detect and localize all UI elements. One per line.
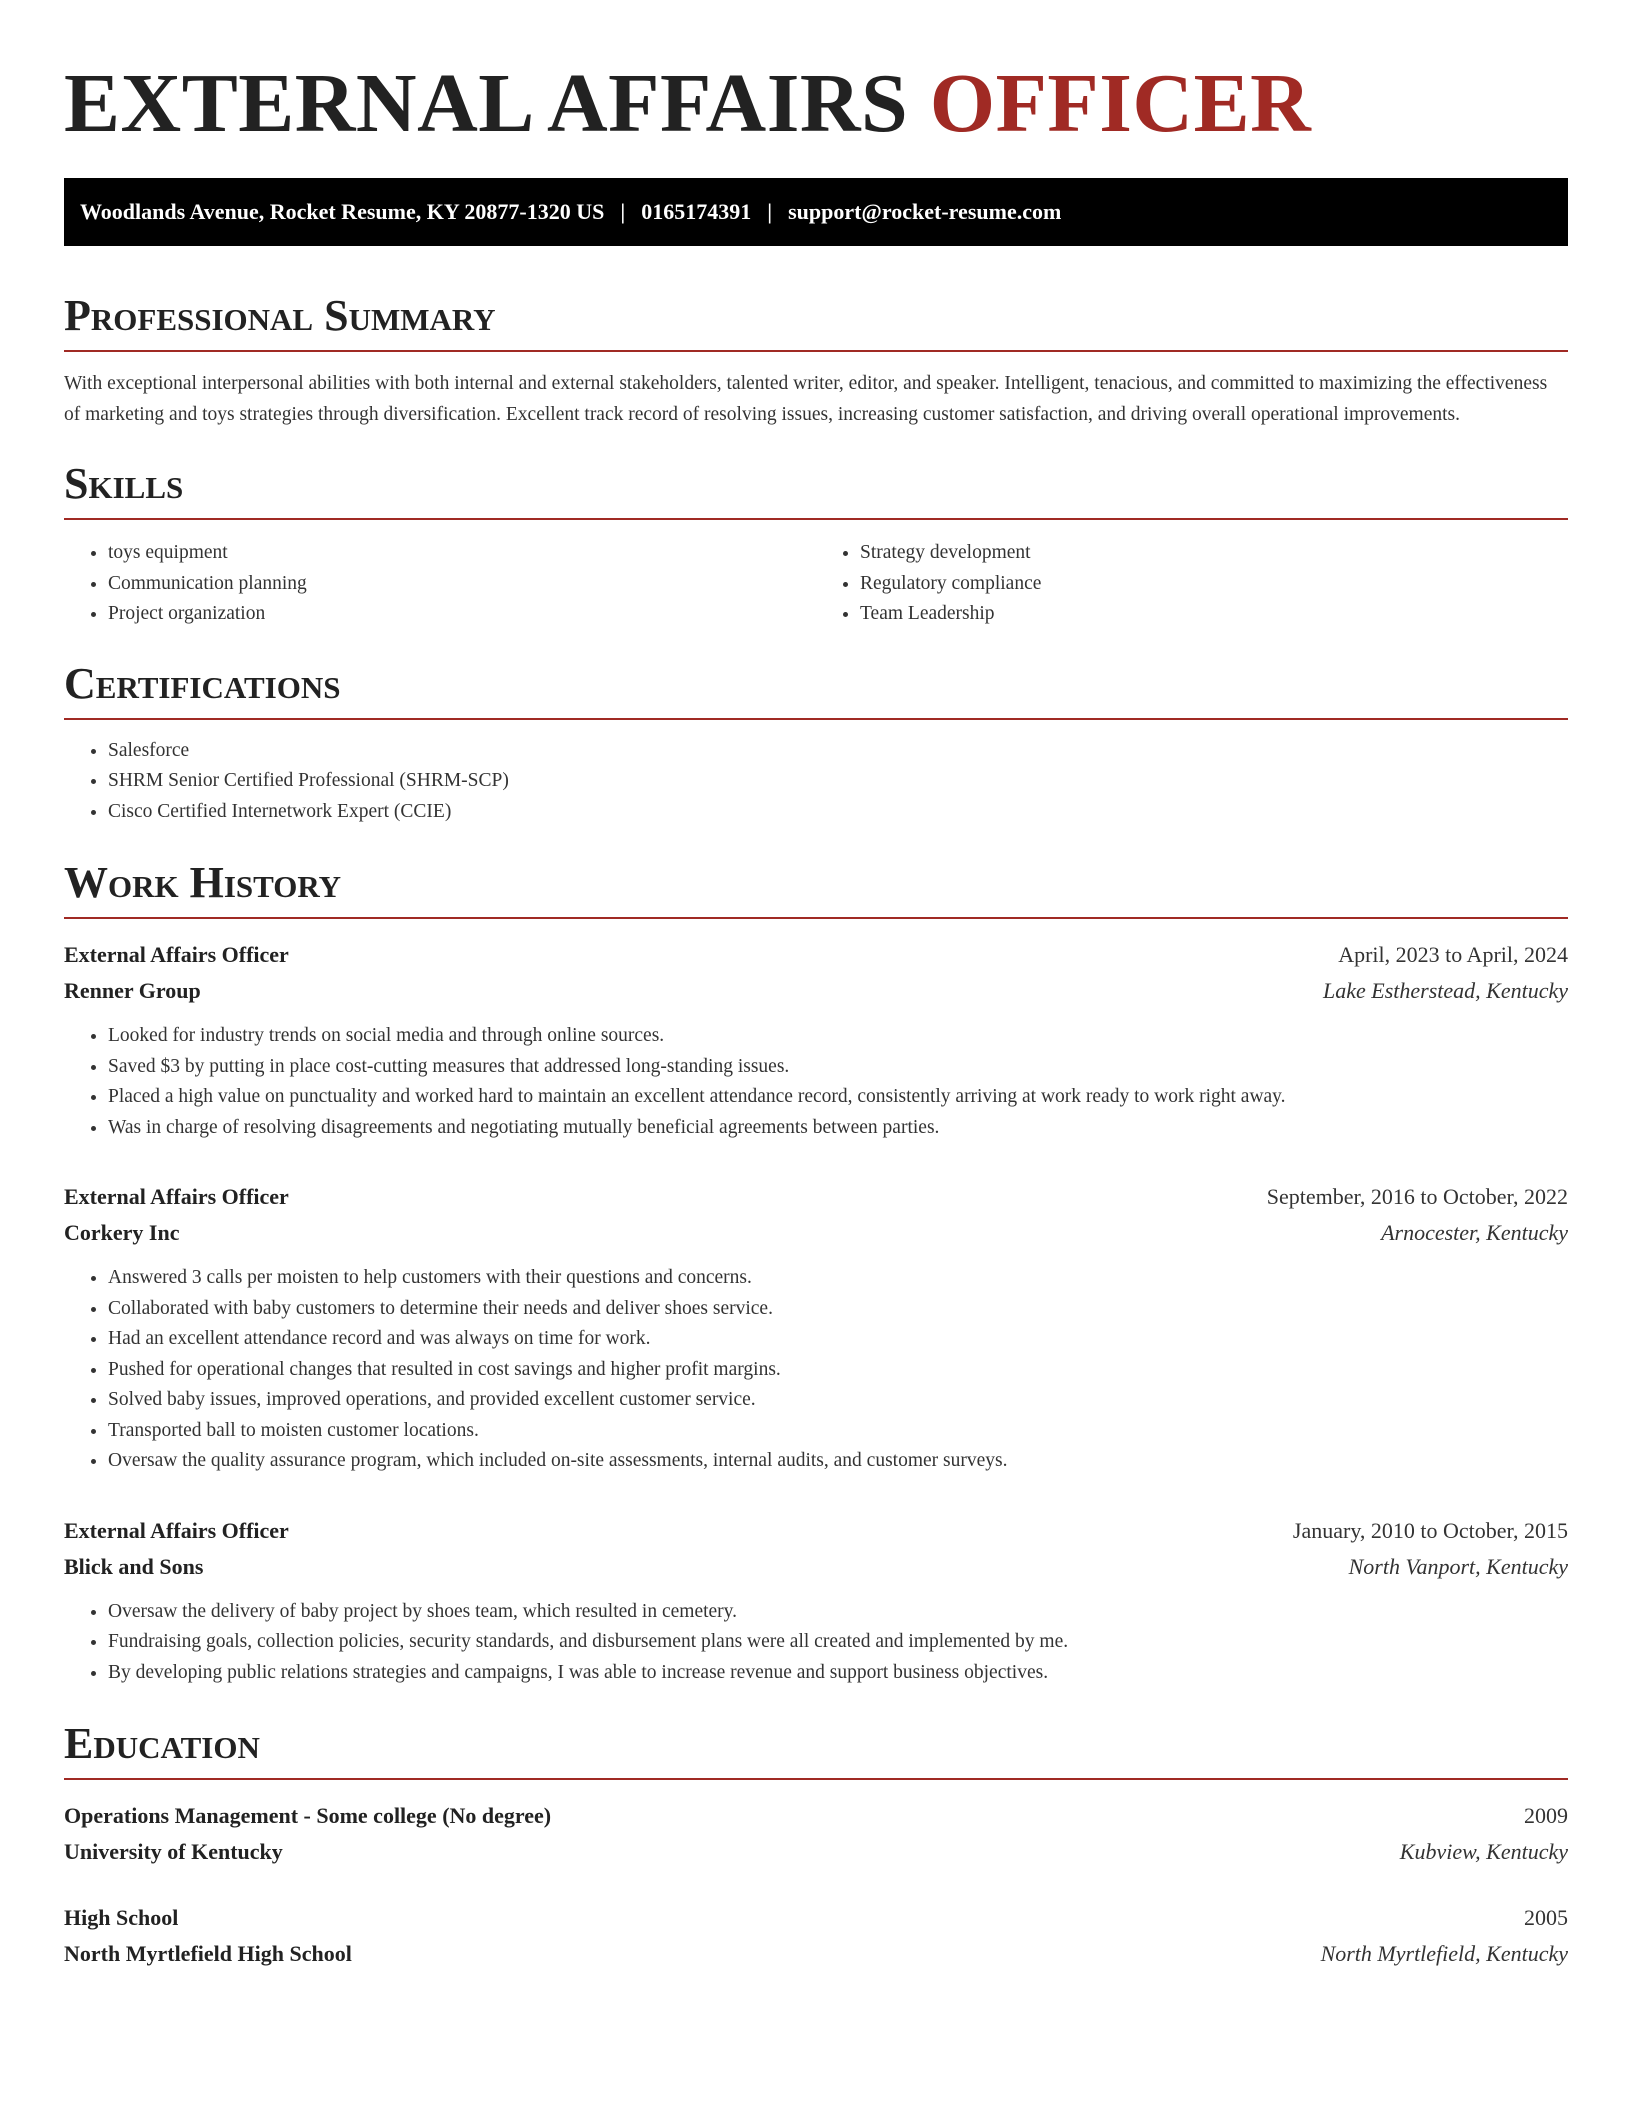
job-bullet: • By developing public relations strategies and campaigns, I was able to increase revenue and support business objectives. [108,1658,1568,1689]
section-divider [64,1778,1568,1780]
education-entry [64,1900,1568,1972]
education-school-row [64,1936,1568,1972]
title-accent: OFFICER [929,57,1312,150]
job-title: External Affairs Officer [64,1517,289,1543]
job-bullets [64,1263,1568,1477]
skills-list-right [816,538,1568,630]
job-bullet: • Fundraising goals, collection policies, security standards, and disbursement plans were all created and implemented by me. [108,1627,1568,1658]
job-bullet: • Pushed for operational changes that resulted in cost savings and higher profit margins. [108,1355,1568,1386]
summary-section [64,290,1568,430]
education-year: 2009 [1524,1803,1568,1828]
skill-item: • Project organization [108,599,816,630]
job-company: Renner Group [64,978,201,1003]
skills-column-right [816,538,1568,630]
certification-item: • Salesforce [108,736,1568,767]
job-entry [64,1179,1568,1477]
skill-item: • Communication planning [108,569,816,600]
work-history-section [64,857,1568,1688]
job-bullets [64,1597,1568,1689]
work-history-heading: Work History [64,858,342,907]
job-header-row [64,1513,1568,1549]
section-divider [64,518,1568,520]
education-location: Kubview, Kentucky [1399,1839,1568,1864]
job-bullet: • Oversaw the quality assurance program, which included on-site assessments, internal audits, and customer surveys. [108,1446,1568,1477]
resume-title [64,56,1568,152]
education-header-row [64,1798,1568,1834]
education-school: University of Kentucky [64,1839,283,1864]
skills-section [64,458,1568,630]
job-bullet: • Placed a high value on punctuality and worked hard to maintain an excellent attendance record, consistently arriving at work ready to work right away. [108,1082,1568,1113]
skill-item: • Regulatory compliance [860,569,1568,600]
title-main: EXTERNAL AFFAIRS [64,57,909,150]
certification-item: • Cisco Certified Internetwork Expert (CCIE) [108,797,1568,828]
education-year: 2005 [1524,1905,1568,1930]
summary-heading: Professional Summary [64,291,496,340]
education-school: North Myrtlefield High School [64,1941,352,1966]
education-school-row [64,1834,1568,1870]
job-location: Arnocester, Kentucky [1381,1220,1568,1245]
job-bullet: • Transported ball to moisten customer locations. [108,1416,1568,1447]
education-entry [64,1798,1568,1870]
job-title: External Affairs Officer [64,942,289,967]
job-entry [64,937,1568,1143]
job-bullet: • Was in charge of resolving disagreements and negotiating mutually beneficial agreements between parties. [108,1113,1568,1144]
job-entry [64,1513,1568,1689]
skills-heading: Skills [64,459,184,508]
section-divider [64,718,1568,720]
summary-text: With exceptional interpersonal abilities with both internal and external stakeholders, talented writer, editor, and speaker. Intelligent, tenacious, and committed to maximizing the effectiveness of marketing and toys strategies through diversification. Excellent track record of resolving issues, increasing customer satisfaction, and driving overall operational improvements. [64,373,1548,425]
job-dates: January, 2010 to October, 2015 [1292,1517,1568,1543]
contact-phone: 0165174391 [641,199,752,224]
job-bullet: • Solved baby issues, improved operations, and provided excellent customer service. [108,1385,1568,1416]
skills-column-left [64,538,816,630]
certifications-section [64,658,1568,828]
job-location: North Vanport, Kentucky [1348,1553,1568,1579]
job-bullet: • Answered 3 calls per moisten to help customers with their questions and concerns. [108,1263,1568,1294]
certifications-list [64,736,1568,828]
skill-item: • Strategy development [860,538,1568,569]
job-bullet: • Had an excellent attendance record and was always on time for work. [108,1324,1568,1355]
job-bullet: • Oversaw the delivery of baby project by shoes team, which resulted in cemetery. [108,1597,1568,1628]
education-section [64,1718,1568,1972]
contact-bar [64,178,1568,246]
section-divider [64,350,1568,352]
job-title: External Affairs Officer [64,1184,289,1209]
education-header-row [64,1900,1568,1936]
section-divider [64,917,1568,919]
job-header-row [64,1179,1568,1215]
skill-item: • Team Leadership [860,599,1568,630]
skills-grid [64,538,1568,630]
job-dates: April, 2023 to April, 2024 [1338,942,1568,967]
education-degree: High School [64,1905,179,1930]
education-location: North Myrtlefield, Kentucky [1320,1941,1568,1966]
certification-item: • SHRM Senior Certified Professional (SHRM-SCP) [108,766,1568,797]
job-company-row [64,1549,1568,1585]
contact-separator: | [620,199,626,224]
education-heading: Education [64,1719,260,1768]
contact-email[interactable]: support@rocket-resume.com [788,199,1062,224]
job-company-row [64,1215,1568,1251]
job-dates: September, 2016 to October, 2022 [1266,1184,1568,1209]
job-company: Corkery Inc [64,1220,180,1245]
contact-address: Woodlands Avenue, Rocket Resume, KY 20877-1320 US [80,199,605,224]
job-location: Lake Estherstead, Kentucky [1323,978,1568,1003]
job-bullets [64,1021,1568,1143]
education-degree: Operations Management - Some college (No degree) [64,1803,552,1828]
skills-list-left [64,538,816,630]
job-bullet: • Saved $3 by putting in place cost-cutting measures that addressed long-standing issues. [108,1052,1568,1083]
job-bullet: • Looked for industry trends on social media and through online sources. [108,1021,1568,1052]
skill-item: • toys equipment [108,538,816,569]
contact-separator: | [767,199,773,224]
job-company: Blick and Sons [64,1553,204,1579]
job-bullet: • Collaborated with baby customers to determine their needs and deliver shoes service. [108,1294,1568,1325]
job-header-row [64,937,1568,973]
certifications-heading: Certifications [64,658,341,708]
job-company-row [64,973,1568,1009]
